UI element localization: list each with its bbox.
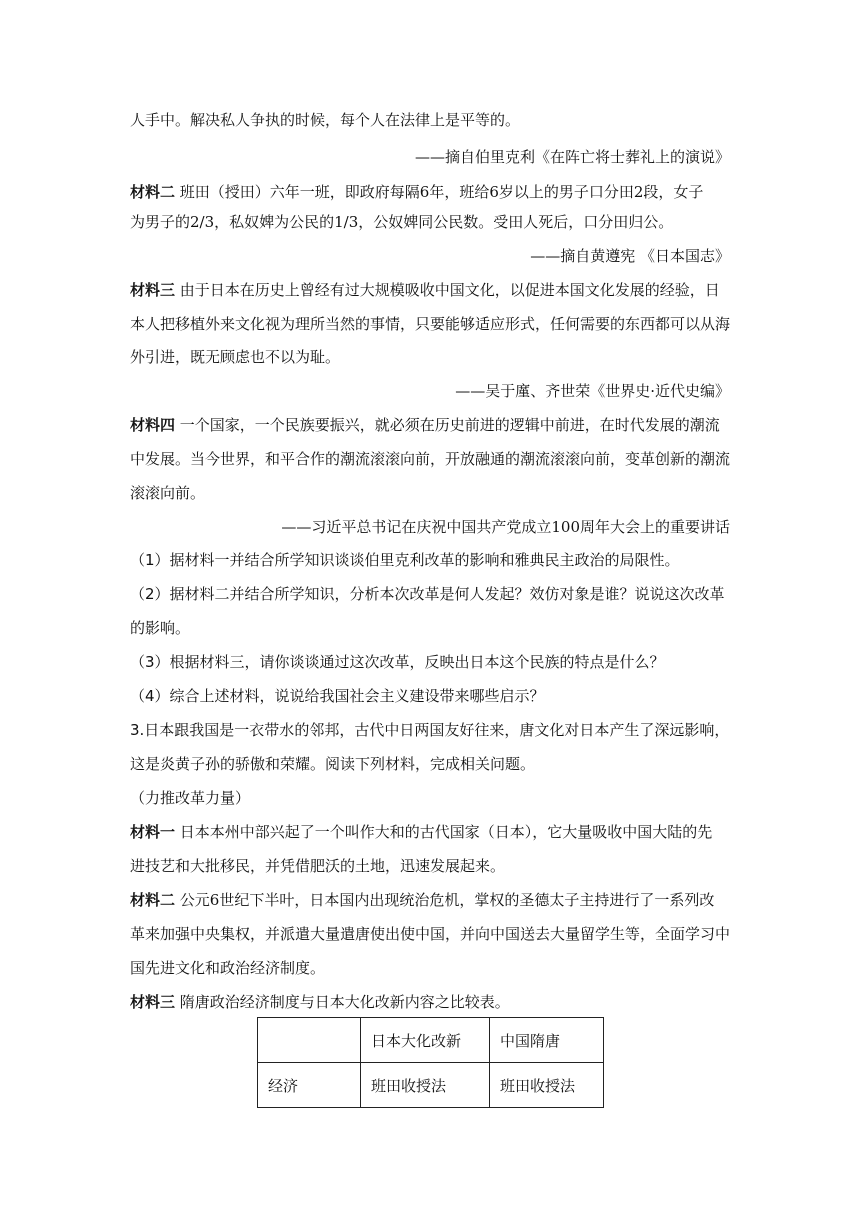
question-line: 3.日本跟我国是一衣带水的邻邦，古代中日两国友好往来，唐文化对日本产生了深远影响， bbox=[130, 721, 730, 739]
material-label: 材料一 bbox=[130, 823, 176, 841]
material-label: 材料二 bbox=[130, 891, 176, 909]
text-line: 日本本州中部兴起了一个叫作大和的古代国家（日本），它大量吸收中国大陆的先 bbox=[179, 823, 713, 841]
text-line: 滚滚向前。 bbox=[130, 484, 206, 502]
material-paragraph-line bbox=[130, 890, 730, 910]
table-cell: 经济 bbox=[258, 1063, 361, 1108]
text-line: 人手中。解决私人争执的时候，每个人在法律上是平等的。 bbox=[130, 111, 521, 129]
question-line: 这是炎黄子孙的骄傲和荣耀。阅读下列材料，完成相关问题。 bbox=[130, 755, 536, 773]
material-label: 材料三 bbox=[130, 993, 176, 1011]
citation: ——吴于廑、齐世荣《世界史·近代史编》 bbox=[455, 382, 730, 400]
question-line: （3）根据材料三，请你谈谈通过这次改革，反映出日本这个民族的特点是什么？ bbox=[130, 653, 665, 671]
table-header-cell bbox=[258, 1018, 361, 1063]
text-line: 公元6世纪下半叶，日本国内出现统治危机，掌权的圣德太子主持进行了一系列改 bbox=[179, 891, 715, 909]
table-row bbox=[258, 1063, 604, 1108]
citation: ——摘自伯里克利《在阵亡将士葬礼上的演说》 bbox=[414, 148, 730, 166]
material-paragraph-line bbox=[130, 182, 730, 202]
text-line: 本人把移植外来文化视为理所当然的事情，只要能够适应形式，任何需要的东西都可以从海 bbox=[130, 315, 731, 333]
material-paragraph-line bbox=[130, 280, 730, 300]
text-line: 革来加强中央集权，并派遣大量遣唐使出使中国，并向中国送去大量留学生等，全面学习中 bbox=[130, 925, 731, 943]
material-paragraph-line bbox=[130, 822, 730, 842]
question-line: 的影响。 bbox=[130, 619, 191, 637]
table-header-cell: 中国隋唐 bbox=[490, 1018, 604, 1063]
question-line: （力推改革力量） bbox=[130, 789, 251, 807]
table-header-cell: 日本大化改新 bbox=[361, 1018, 490, 1063]
text-line: 班田（授田）六年一班，即政府每隔6年，班给6岁以上的男子口分田2段，女子 bbox=[179, 183, 704, 201]
material-label: 材料四 bbox=[130, 416, 176, 434]
citation: ——习近平总书记在庆祝中国共产党成立100周年大会上的重要讲话 bbox=[281, 518, 730, 536]
question-line: （2）据材料二并结合所学知识，分析本次改革是何人发起？效仿对象是谁？说说这次改革 bbox=[130, 585, 725, 603]
material-paragraph-line bbox=[130, 415, 730, 435]
material-label: 材料二 bbox=[130, 183, 176, 201]
material-label: 材料三 bbox=[130, 281, 176, 299]
text-line: 进技艺和大批移民，并凭借肥沃的土地，迅速发展起来。 bbox=[130, 857, 506, 875]
comparison-table bbox=[257, 1017, 604, 1108]
table-cell: 班田收授法 bbox=[361, 1063, 490, 1108]
text-line: 隋唐政治经济制度与日本大化改新内容之比较表。 bbox=[179, 993, 510, 1011]
question-line: （1）据材料一并结合所学知识谈谈伯里克利改革的影响和雅典民主政治的局限性。 bbox=[130, 551, 680, 569]
table-header-row bbox=[258, 1018, 604, 1063]
text-line: 中发展。当今世界，和平合作的潮流滚滚向前，开放融通的潮流滚滚向前，变革创新的潮流 bbox=[130, 450, 731, 468]
material-paragraph-line bbox=[130, 992, 730, 1012]
text-line: 国先进文化和政治经济制度。 bbox=[130, 959, 326, 977]
table-cell: 班田收授法 bbox=[490, 1063, 604, 1108]
text-line: 一个国家，一个民族要振兴，就必须在历史前进的逻辑中前进，在时代发展的潮流 bbox=[179, 416, 720, 434]
text-line: 外引进，既无顾虑也不以为耻。 bbox=[130, 348, 341, 366]
text-line: 由于日本在历史上曾经有过大规模吸收中国文化，以促进本国文化发展的经验，日 bbox=[179, 281, 720, 299]
citation: ——摘自黄遵宪 《日本国志》 bbox=[530, 247, 730, 265]
question-line: （4）综合上述材料，说说给我国社会主义建设带来哪些启示？ bbox=[130, 687, 545, 705]
text-line: 为男子的2/3，私奴婢为公民的1/3，公奴婢同公民数。受田人死后，口分田归公。 bbox=[130, 213, 674, 231]
